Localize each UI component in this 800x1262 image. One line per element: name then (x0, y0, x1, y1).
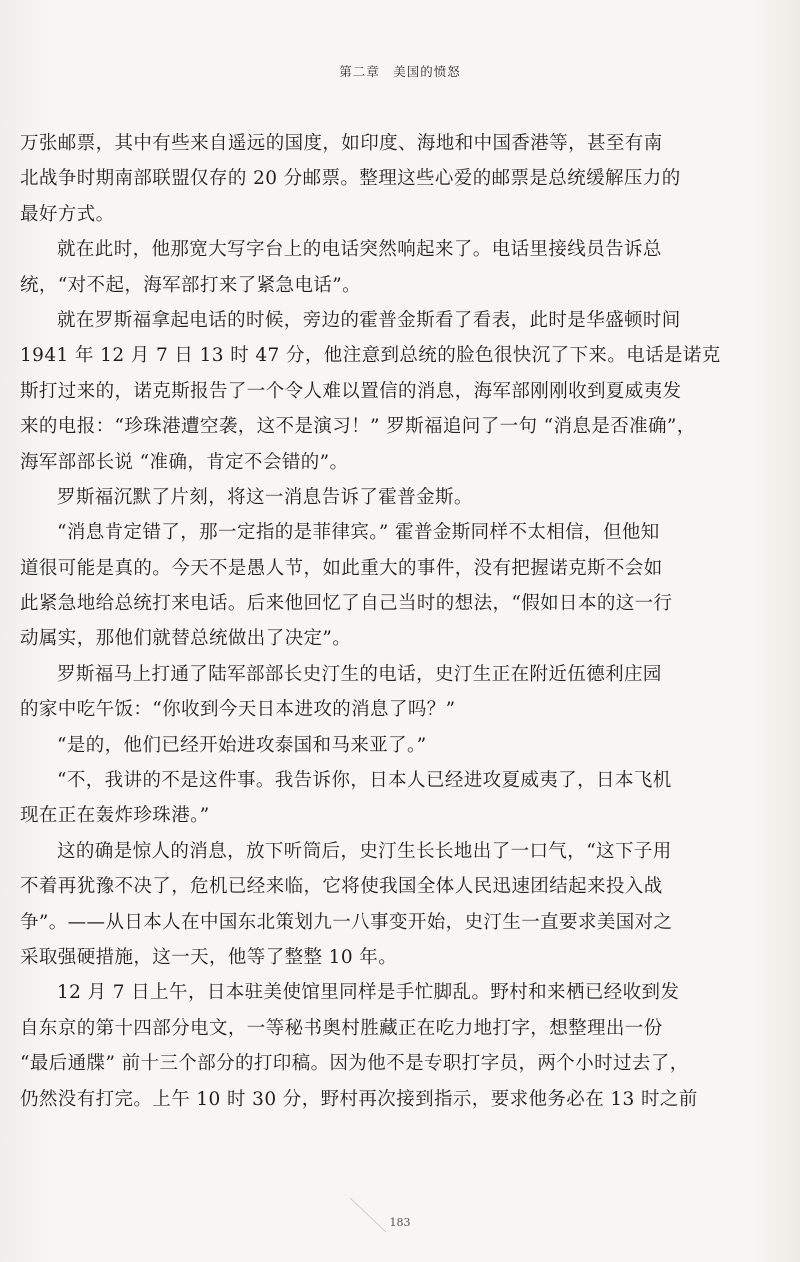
text-line: 自东京的第十四部分电文，一等秘书奥村胜藏正在吃力地打字，想整理出一份 (20, 1017, 663, 1039)
text-line: 1941 年 12 月 7 日 13 时 47 分，他注意到总统的脸色很快沉了下来。电话是诺克 (20, 345, 721, 367)
text-line: 仍然没有打完。上午 10 时 30 分，野村再次接到指示，要求他务必在 13 时之前 (20, 1088, 698, 1110)
text-line: 现在正在轰炸珍珠港。” (20, 805, 210, 827)
text-line: 动属实，那他们就替总统做出了决定”。 (20, 628, 352, 650)
text-line: 来的电报：“珍珠港遭空袭，这不是演习！” 罗斯福追问了一句 “消息是否准确”， (20, 416, 696, 438)
text-line: 12 月 7 日上午，日本驻美使馆里同样是手忙脚乱。野村和来栖已经收到发 (57, 982, 680, 1004)
text-line: 就在此时，他那宽大写字台上的电话突然响起来了。电话里接线员告诉总 (57, 239, 662, 261)
text-line: 就在罗斯福拿起电话的时候，旁边的霍普金斯看了看表，此时是华盛顿时间 (57, 309, 681, 331)
text-line: 罗斯福沉默了片刻，将这一消息告诉了霍普金斯。 (57, 486, 473, 508)
running-head: 第二章 美国的愤怒 (339, 64, 461, 79)
text-line: 北战争时期南部联盟仅存的 20 分邮票。整理这些心爱的邮票是总统缓解压力的 (20, 168, 681, 190)
text-line: “不，我讲的不是这件事。我告诉你，日本人已经进攻夏威夷了，日本飞机 (57, 770, 672, 792)
text-line: “消息肯定错了，那一定指的是菲律宾。” 霍普金斯同样不太相信，但他知 (57, 522, 660, 544)
text-line: “是的，他们已经开始进攻泰国和马来亚了。” (57, 734, 427, 756)
text-line: 的家中吃午饭：“你收到今天日本进攻的消息了吗？” (20, 699, 456, 721)
text-line: 统，“对不起，海军部打来了紧急电话”。 (20, 274, 362, 296)
text-line: 采取强硬措施，这一天，他等了整整 10 年。 (20, 946, 398, 968)
text-line: 不着再犹豫不决了，危机已经来临，它将使我国全体人民迅速团结起来投入战 (20, 876, 663, 898)
text-line: 海军部部长说 “准确，肯定不会错的”。 (20, 451, 349, 473)
text-line: 万张邮票，其中有些来自遥远的国度，如印度、海地和中国香港等，甚至有南 (20, 133, 663, 154)
page-number: 183 (389, 1216, 411, 1229)
text-line: 最好方式。 (20, 203, 115, 225)
text-line: 争”。——从日本人在中国东北策划九一八事变开始，史汀生一直要求美国对之 (20, 911, 673, 933)
text-line: 此紧急地给总统打来电话。后来他回忆了自己当时的想法，“假如日本的这一行 (20, 593, 673, 615)
text-line: “最后通牒” 前十三个部分的打印稿。因为他不是专职打字员，两个小时过去了， (20, 1053, 689, 1075)
text-line: 道很可能是真的。今天不是愚人节，如此重大的事件，没有把握诺克斯不会如 (20, 557, 663, 579)
body-text (20, 126, 720, 1117)
text-line: 这的确是惊人的消息，放下听筒后，史汀生长长地出了一口气，“这下子用 (57, 840, 672, 862)
text-line: 罗斯福马上打通了陆军部部长史汀生的电话，史汀生正在附近伍德利庄园 (57, 663, 662, 685)
text-line: 斯打过来的，诺克斯报告了一个令人难以置信的消息，海军部刚刚收到夏威夷发 (20, 380, 682, 402)
